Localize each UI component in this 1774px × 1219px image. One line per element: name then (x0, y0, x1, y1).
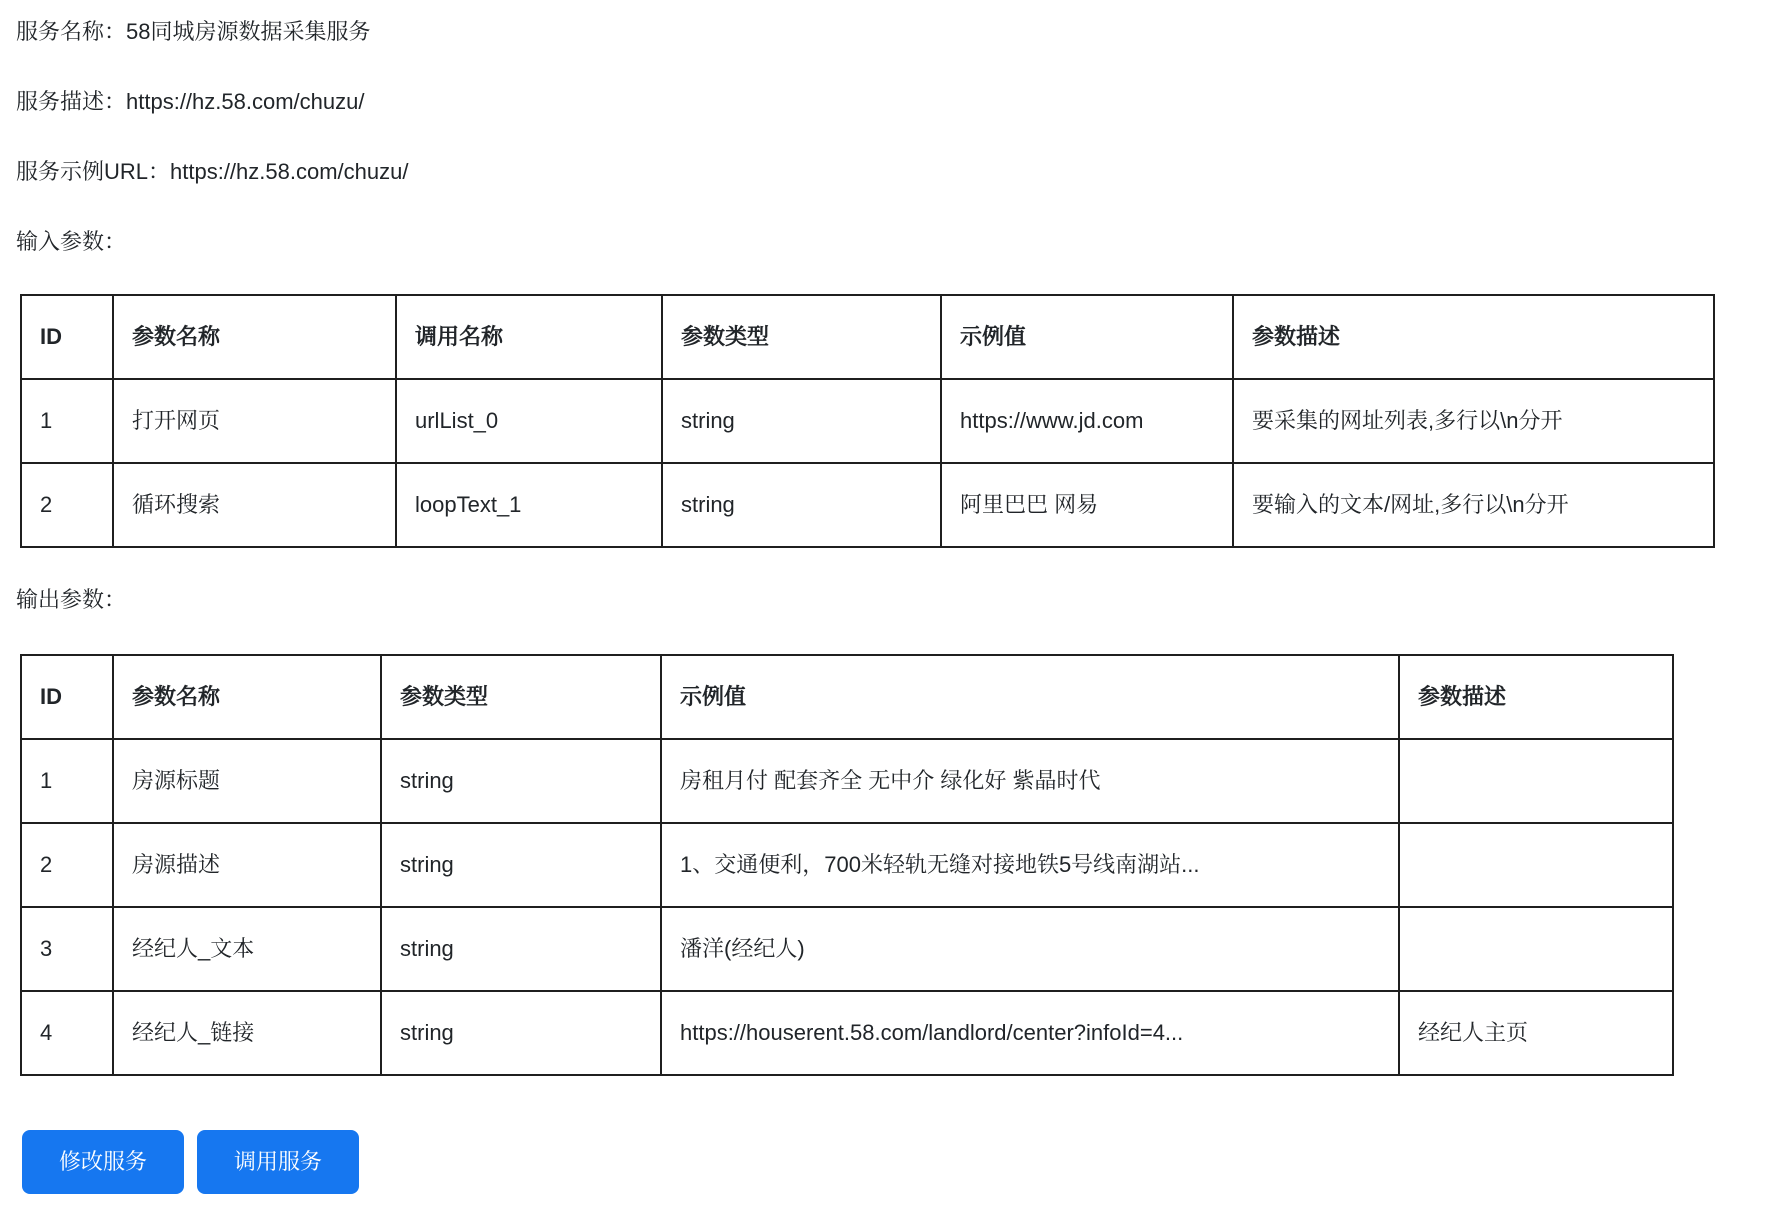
action-buttons-bar (22, 1130, 1774, 1194)
cell-param-type: string (381, 991, 661, 1075)
output-header-id: ID (21, 655, 113, 739)
input-table-header-row (21, 295, 1714, 379)
table-row (21, 823, 1673, 907)
cell-param-name: 经纪人_文本 (113, 907, 381, 991)
input-header-param-type: 参数类型 (662, 295, 941, 379)
cell-param-desc: 要输入的文本/网址,多行以\n分开 (1233, 463, 1714, 547)
cell-id: 1 (21, 379, 113, 463)
cell-id: 3 (21, 907, 113, 991)
table-row (21, 463, 1714, 547)
modify-service-button[interactable]: 修改服务 (22, 1130, 184, 1194)
cell-example-value: 房租月付 配套齐全 无中介 绿化好 紫晶时代 (661, 739, 1399, 823)
output-table-header-row (21, 655, 1673, 739)
cell-param-desc: 要采集的网址列表,多行以\n分开 (1233, 379, 1714, 463)
input-header-call-name: 调用名称 (396, 295, 662, 379)
cell-example-value: 阿里巴巴 网易 (941, 463, 1233, 547)
cell-id: 4 (21, 991, 113, 1075)
cell-example-value: https://houserent.58.com/landlord/center?infoId=4... (661, 991, 1399, 1075)
service-name-label: 服务名称： (16, 19, 127, 44)
service-desc-label: 服务描述： (16, 89, 127, 114)
input-params-table (20, 294, 1715, 548)
output-header-param-name: 参数名称 (113, 655, 381, 739)
cell-param-desc (1399, 907, 1673, 991)
cell-call-name: loopText_1 (396, 463, 662, 547)
invoke-service-button[interactable]: 调用服务 (197, 1130, 359, 1194)
input-header-param-desc: 参数描述 (1233, 295, 1714, 379)
table-row (21, 991, 1673, 1075)
cell-param-name: 循环搜索 (113, 463, 396, 547)
cell-param-desc (1399, 823, 1673, 907)
output-header-param-desc: 参数描述 (1399, 655, 1673, 739)
cell-param-name: 房源标题 (113, 739, 381, 823)
service-example-url-row (16, 160, 1774, 184)
output-header-param-type: 参数类型 (381, 655, 661, 739)
cell-param-name: 打开网页 (113, 379, 396, 463)
input-header-param-name: 参数名称 (113, 295, 396, 379)
output-params-section-label: 输出参数： (16, 587, 127, 612)
table-row (21, 379, 1714, 463)
service-name-value: 58同城房源数据采集服务 (126, 19, 371, 44)
cell-param-type: string (662, 379, 941, 463)
cell-id: 2 (21, 463, 113, 547)
output-params-table (20, 654, 1674, 1076)
table-row (21, 907, 1673, 991)
input-params-section-label: 输入参数： (16, 229, 127, 254)
cell-id: 2 (21, 823, 113, 907)
cell-example-value: 潘洋(经纪人) (661, 907, 1399, 991)
cell-param-desc: 经纪人主页 (1399, 991, 1673, 1075)
input-header-example-value: 示例值 (941, 295, 1233, 379)
cell-param-name: 经纪人_链接 (113, 991, 381, 1075)
service-example-url-label: 服务示例URL： (16, 159, 171, 184)
cell-id: 1 (21, 739, 113, 823)
cell-param-type: string (381, 739, 661, 823)
output-header-example-value: 示例值 (661, 655, 1399, 739)
service-name-row (16, 20, 1774, 44)
service-example-url-value: https://hz.58.com/chuzu/ (170, 159, 409, 184)
service-desc-value: https://hz.58.com/chuzu/ (126, 89, 365, 114)
cell-call-name: urlList_0 (396, 379, 662, 463)
cell-param-type: string (381, 907, 661, 991)
input-header-id: ID (21, 295, 113, 379)
cell-example-value: 1、交通便利，700米轻轨无缝对接地铁5号线南湖站... (661, 823, 1399, 907)
table-row (21, 739, 1673, 823)
cell-param-desc (1399, 739, 1673, 823)
cell-param-type: string (381, 823, 661, 907)
service-desc-row (16, 90, 1774, 114)
cell-param-type: string (662, 463, 941, 547)
cell-param-name: 房源描述 (113, 823, 381, 907)
cell-example-value: https://www.jd.com (941, 379, 1233, 463)
